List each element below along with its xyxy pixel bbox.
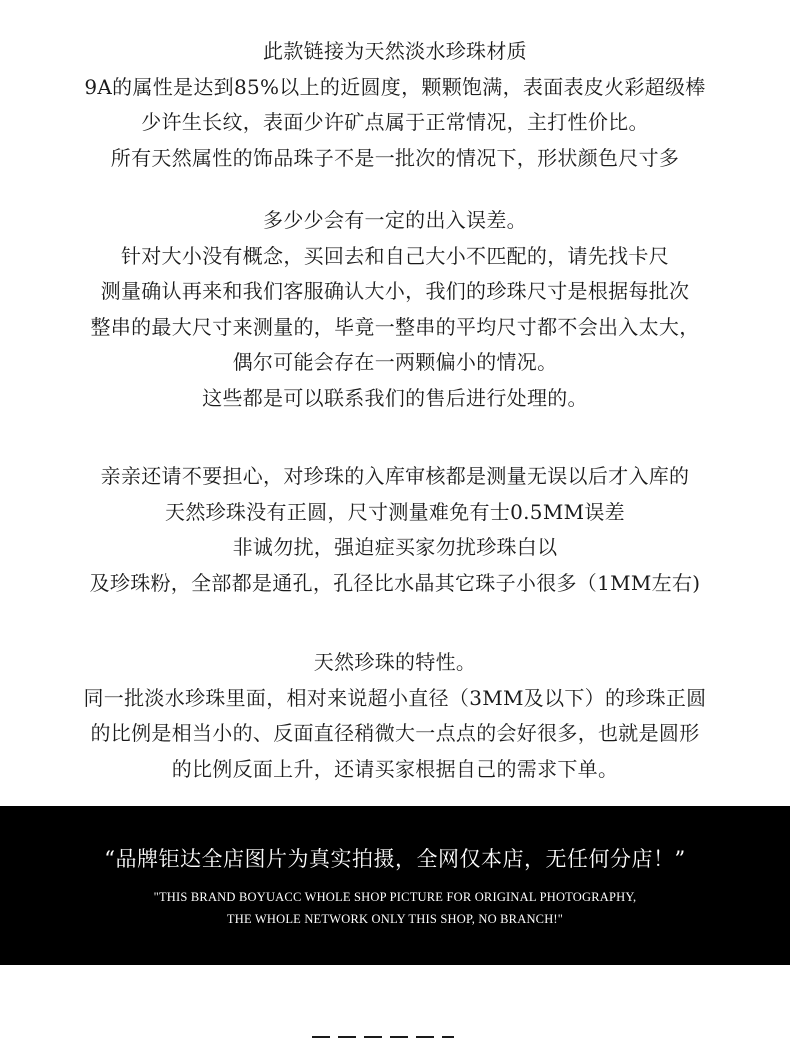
text-line: 少许生长纹，表面少许矿点属于正常情况，主打性价比。 [141,110,649,134]
size-paragraph [0,203,790,416]
text-line: 多少少会有一定的出入误差。 [263,208,527,232]
text-line: 天然珍珠的特性。 [313,650,477,674]
banner-english-line: THE WHOLE NETWORK ONLY THIS SHOP, NO BRANCH!" [226,912,564,926]
text-line: 及珍珠粉，全部都是通孔，孔径比水晶其它珠子小很多（1MM左右) [89,570,701,595]
quality-paragraph [0,459,790,601]
text-line: 的比例是相当小的、反面直径稍微大一点点的会好很多，也就是圆形 [90,721,700,745]
text-line: 同一批淡水珍珠里面，相对来说超小直径（3MM及以下）的珍珠正圆 [83,685,707,710]
text-line: 这些都是可以联系我们的售后进行处理的。 [202,385,588,410]
text-line: 天然珍珠没有正圆，尺寸测量难免有士0.5MM误差 [165,499,625,524]
text-line: 此款链接为天然淡水珍珠材质 [263,39,527,63]
next-section-peek [312,1036,492,1042]
text-line: 的比例反面上升，还请买家根据自己的需求下单。 [171,756,619,781]
banner-english-line: "THIS BRAND BOYUACC WHOLE SHOP PICTURE FOR ORIGINAL PHOTOGRAPHY, [153,890,637,904]
text-line: 偶尔可能会存在一两颗偏小的情况。 [232,350,558,374]
brand-banner [0,806,790,965]
text-line: 测量确认再来和我们客服确认大小，我们的珍珠尺寸是根据每批次 [100,279,690,303]
banner-chinese-slogan: “品牌钜达全店图片为真实拍摄，全网仅本店，无任何分店！” [104,847,686,871]
banner-english-slogan [0,886,790,930]
characteristics-paragraph [0,645,790,787]
text-line: 非诚勿扰，强迫症买家勿扰珍珠白以 [232,535,558,559]
text-line: 所有天然属性的饰品珠子不是一批次的情况下，形状颜色尺寸多 [110,145,680,170]
material-paragraph [0,34,790,176]
text-line: 亲亲还请不要担心，对珍珠的入库审核都是测量无误以后才入库的 [100,464,690,488]
text-line: 整串的最大尺寸来测量的，毕竟一整串的平均尺寸都不会出入太大， [90,314,700,339]
text-line: 9A的属性是达到85%以上的近圆度，颗颗饱满，表面表皮火彩超级棒 [84,74,706,99]
text-line: 针对大小没有概念，买回去和自己大小不匹配的，请先找卡尺 [120,243,670,268]
